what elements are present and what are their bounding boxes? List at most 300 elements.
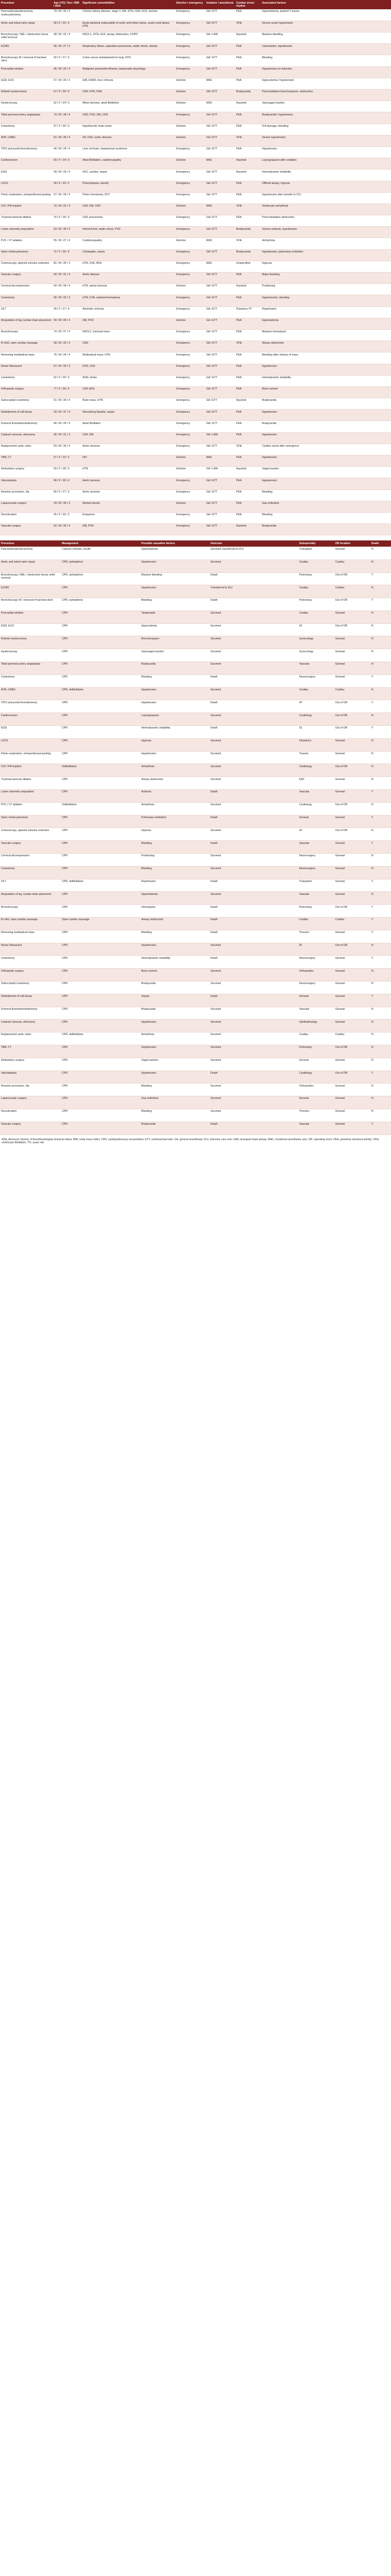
table-cell: Pericardial window [0, 611, 61, 623]
table-cell: Y [370, 1071, 391, 1083]
table-cell: Survived [209, 1032, 298, 1045]
table-cell: Renal Ultrasound [0, 943, 61, 956]
table-cell: CHF, HTN, OSA [82, 90, 175, 101]
table-row [0, 1007, 391, 1020]
table-cell: Out of OR [334, 802, 370, 815]
table-cell: PVC / VT ablation [0, 238, 53, 249]
table-row [0, 879, 391, 892]
table-cell: VFib [235, 341, 261, 352]
table-cell: General [298, 1096, 334, 1109]
table-cell: Hyperkalemia, peaked T-waves [261, 9, 391, 21]
table-cell: GA / ETT [205, 192, 235, 204]
table-cell: Cannulation, hypotension [261, 44, 391, 55]
table-cell: Removing mediastinal mass [0, 930, 61, 943]
table-cell: Emergency [175, 273, 205, 284]
table-cell: Y [370, 841, 391, 854]
table-cell: Survived [209, 802, 298, 815]
table-row [0, 170, 391, 181]
table-cell: Survived [209, 649, 298, 662]
table-cell: Emergency [175, 112, 205, 124]
table-row [0, 284, 391, 295]
table-row [0, 802, 391, 815]
table-cell: VFib [235, 204, 261, 215]
table-cell: Elective [175, 90, 205, 101]
table-cell: CPR [61, 790, 140, 803]
table-cell: Hypoxia [140, 828, 209, 841]
table-cell: Colonoscopy, sigmoid volvulus reduction [0, 261, 53, 272]
table-cell: EGD [0, 726, 61, 739]
table-cell: Bradycardia [235, 90, 261, 101]
table-cell: Positioning [140, 854, 209, 867]
table-cell: Lower extremity amputation [0, 227, 53, 238]
table-row [0, 261, 391, 272]
table-cell: CPR [61, 636, 140, 649]
table-cell: Vagal reaction [140, 1058, 209, 1071]
table-cell: NSCLC, HTN, HLD, airway obstruction, COPD [82, 32, 175, 44]
table-cell: Renal Ultrasound [0, 364, 53, 375]
table-row [0, 1096, 391, 1109]
table-cell: Defibrillation [61, 764, 140, 777]
table-cell: Pulmonary [298, 572, 334, 585]
table-cell: CPR [61, 777, 140, 790]
table-cell: CHF, DM [82, 432, 175, 444]
table-cell: Out of OR [334, 700, 370, 713]
table-cell: GA / ETT [205, 273, 235, 284]
table-cell: Respiratory failure, aspiration pneumonia, septic shock, obesity [82, 44, 175, 55]
table-cell: N [370, 1083, 391, 1096]
table-cell: Cardiology [298, 802, 334, 815]
table-cell: 40 / F / 27 / 4 [53, 307, 82, 318]
table-cell: Survived [209, 892, 298, 905]
table-cell: Hypotension [261, 364, 391, 375]
table-row [0, 1032, 391, 1045]
table-cell: CPR [61, 726, 140, 739]
table-cell: Emergency [175, 329, 205, 341]
table-cell: PEA [235, 432, 261, 444]
table-cell: EGD, EUS [0, 623, 61, 636]
table-cell: PEA [235, 489, 261, 501]
table-cell: Emergency [175, 249, 205, 261]
table-cell: Hysteroscopy [0, 101, 53, 112]
table-cell: Elective [175, 204, 205, 215]
table-cell: GA / ETT [205, 341, 235, 352]
table-cell: PEA [235, 352, 261, 364]
table-cell: Acute bacterial endocarditis of aortic and mitral valves, acute renal failure, HTN [82, 21, 175, 32]
table-cell: AVR, CABG [0, 687, 61, 700]
column-header: Possible causative factors [140, 540, 209, 547]
table-cell: Arrhythmia [261, 238, 391, 249]
table-cell: Vascular [298, 790, 334, 803]
table-cell: Orthopedic surgery [0, 969, 61, 981]
table-cell: Bleeding after release of mass [261, 352, 391, 364]
table-cell: N [370, 969, 391, 981]
table-cell: Survived [209, 636, 298, 649]
table-cell: MAC [205, 101, 235, 112]
table-row [0, 512, 391, 523]
table-cell: Pulmonary [298, 598, 334, 611]
table-header-row [0, 540, 391, 547]
table-cell: Bradycardia [140, 981, 209, 994]
table-cell: Asystole [235, 101, 261, 112]
table-cell: Difficult airway, hypoxia [261, 181, 391, 192]
table-cell: Survived [209, 751, 298, 764]
table-cell: R-LAG, open cardiac massage [0, 918, 61, 930]
table-cell: General [334, 649, 370, 662]
table-cell: N [370, 777, 391, 790]
table-cell: Bradycardia [235, 249, 261, 261]
table-cell: 69 / M / 28 / 4 [53, 318, 82, 329]
table-cell: GA / ETT [205, 181, 235, 192]
table-cell: Craniotomy [0, 956, 61, 969]
table-cell: PEA [235, 44, 261, 55]
table-cell: Y [370, 879, 391, 892]
table-cell: 79 / M / 26 / 3 [53, 9, 82, 21]
table-cell: Hypotension [140, 1071, 209, 1083]
table-cell: Death [209, 841, 298, 854]
table-cell: ECMO [0, 585, 61, 598]
table-cell: CPR [61, 1096, 140, 1109]
table-cell: Severe acidosis, hypotension [261, 227, 391, 238]
table-cell: CPR, epinephrine [61, 572, 140, 585]
table-cell: CHF, AFib [82, 386, 175, 398]
table-cell: Pulmonary [298, 1045, 334, 1058]
table-cell: Emergency [175, 364, 205, 375]
table-cell: Bradycardia [140, 662, 209, 675]
table-cell: Ambulatory surgery [0, 467, 53, 478]
table-cell: N [370, 1020, 391, 1032]
table-cell: Emergency [175, 410, 205, 421]
table-cell: Pulseless VT [235, 307, 261, 318]
table-row [0, 1058, 391, 1071]
table-cell: Severe acute hypotension [261, 21, 391, 32]
table-cell: Vagal reaction [261, 467, 391, 478]
table-cell: Elective [175, 101, 205, 112]
table-cell: PEA [235, 66, 261, 78]
table-cell: GA / ETT [205, 215, 235, 227]
table-row [0, 55, 391, 66]
table-cell: CPR [61, 1020, 140, 1032]
table-cell: 69 / F / 24 / 3 [53, 158, 82, 170]
table-cell: Bronchospasm [140, 636, 209, 649]
table-cell: Vascular surgery [0, 1122, 61, 1134]
table-cell: Bradycardia [140, 1122, 209, 1134]
table-cell: GA / ETT [205, 352, 235, 364]
table-row [0, 636, 391, 649]
table-cell: CPR [61, 623, 140, 636]
table-cell: VFib [235, 238, 261, 249]
table-cell: Hypotension [261, 146, 391, 158]
table-row [0, 892, 391, 905]
table-row [0, 662, 391, 675]
table-cell: GA / ETT [205, 386, 235, 398]
table-cell: Pericardial window [0, 66, 53, 78]
table-cell: PEA [235, 512, 261, 523]
table-cell: Hyperkalemia [140, 547, 209, 560]
table-cell: Emergency [175, 227, 205, 238]
column-header: Elective / emergency [175, 0, 205, 9]
table-cell: Defibrillation [61, 802, 140, 815]
table-cell: Vascular surgery [0, 841, 61, 854]
table-cell: 47 / F / 30 / 3 [53, 124, 82, 135]
table-cell: 29 / M / 35 / 3 [53, 501, 82, 512]
table-cell: General [334, 1122, 370, 1134]
table-cell: Hyperkalemia [140, 892, 209, 905]
column-header: Subspecialty [298, 540, 334, 547]
table-cell: Emergency [175, 44, 205, 55]
table-cell: Emergency [175, 295, 205, 307]
table-cell: TBB, CT [0, 1045, 61, 1058]
table-cell: 68 / M / 22 / 4 [53, 32, 82, 44]
table-cell: Bleeding [261, 512, 391, 523]
table-cell: 70 / M / 22 / 3 [53, 204, 82, 215]
table-cell: IR [298, 700, 334, 713]
table-cell: 57 / M / 26 / 3 [53, 78, 82, 89]
table-cell: GA / LMA [205, 432, 235, 444]
table-cell: Decortication [0, 512, 53, 523]
table-cell: Hypotension on induction [261, 66, 391, 78]
table-cell: Tibial peroneal artery angioplasty [0, 112, 53, 124]
table-cell: ICD / PM implant [0, 764, 61, 777]
table-cell: CPR [61, 969, 140, 981]
column-header: Age (YO) / Sex / BMI / ASA [53, 0, 82, 9]
table-cell: Vascular surgery [0, 524, 53, 535]
table-cell: Emergency [175, 341, 205, 352]
table-cell: GI [298, 726, 334, 739]
table-cell: Preeclampsia, obesity [82, 181, 175, 192]
table-cell: PEA [235, 455, 261, 467]
table-cell: Bradycardia / hypotension [261, 112, 391, 124]
table-row [0, 790, 391, 803]
table-cell: Emergency [175, 192, 205, 204]
table-cell: Aortic disease [82, 273, 175, 284]
table-cell: Cervical decompression [0, 284, 53, 295]
table-cell: 46 / M / 23 / 4 [53, 66, 82, 78]
table-cell: ICA damage, bleeding [261, 124, 391, 135]
table-cell: 74 / M / 27 / 4 [53, 329, 82, 341]
table-cell: CPR [61, 649, 140, 662]
table-row [0, 329, 391, 341]
table-cell: Survived [209, 764, 298, 777]
table-cell: Hypoxia [261, 261, 391, 272]
table-cell: Atrial fibrillation, cardiomyopathy [82, 158, 175, 170]
table-cell: GA / ETT [205, 227, 235, 238]
table-row [0, 700, 391, 713]
table-cell: Bronchoscopy / BAL / obstruction tissue relief removal [0, 32, 53, 44]
table-cell: Neurosurgery [298, 981, 334, 994]
table-cell: Tamponade [140, 611, 209, 623]
table-cell: Y [370, 956, 391, 969]
table-row [0, 101, 391, 112]
table-row [0, 215, 391, 227]
table-cell: Hypotension [140, 1045, 209, 1058]
table-cell: GA / ETT [205, 135, 235, 146]
table-cell: Gynecology [298, 649, 334, 662]
table-cell: GA / ETT [205, 66, 235, 78]
table-cell: GA / ETT [205, 489, 235, 501]
table-cell: Y [370, 572, 391, 585]
table-cell: Orthopedics [298, 969, 334, 981]
table-cell: CPR [61, 674, 140, 687]
table-row [0, 375, 391, 386]
table-cell: CPR [61, 930, 140, 943]
table-row [0, 318, 391, 329]
table-cell: N [370, 738, 391, 751]
table-cell: GA / ETT [205, 307, 235, 318]
table-cell: Necrotizing fasciitis, sepsis [82, 410, 175, 421]
table-cell: CPR [61, 1058, 140, 1071]
table-cell: GA / ETT [205, 9, 235, 21]
table-cell: Emergency [175, 9, 205, 21]
table-cell: Ambulatory surgery [0, 1058, 61, 1071]
table-cell: 72 / F / 26 / 4 [53, 249, 82, 261]
table-cell: Survived [209, 560, 298, 572]
table-cell: GA / ETT [205, 44, 235, 55]
table-cell: Survived [209, 981, 298, 994]
table-cell: CPR [61, 994, 140, 1007]
table-cell: Survived [209, 687, 298, 700]
table-cell: Survived [209, 1109, 298, 1122]
table-cell: Survived [209, 1020, 298, 1032]
table-cell: Y [370, 1122, 391, 1134]
table-cell: LSCS [0, 738, 61, 751]
table-cell: CPR [61, 611, 140, 623]
table-cell: Amputation of leg, lumbar drain placement [0, 318, 53, 329]
table-row [0, 611, 391, 623]
table-row [0, 828, 391, 841]
table-cell: TBB, CT [0, 455, 53, 467]
table-row [0, 158, 391, 170]
table-row [0, 547, 391, 560]
table-cell: Death [209, 790, 298, 803]
table-cell: 66 / M / 27 / 4 [53, 44, 82, 55]
table-row [0, 238, 391, 249]
table-cell: Mitral stenosis, atrial fibrillation [82, 101, 175, 112]
table-cell: 64 / M / 34 / 4 [53, 284, 82, 295]
table-cell: Major bleeding [261, 273, 391, 284]
table-cell: MAC [205, 261, 235, 272]
table-cell: Survived [209, 866, 298, 879]
table-cell: Hypotension, pulmonary embolism [261, 249, 391, 261]
table-cell: Thoracic [298, 1109, 334, 1122]
table-cell: Tracheal stenosis dilation [0, 777, 61, 790]
table-cell: GA / ETT [205, 501, 235, 512]
table-cell: Orthopedic surgery [0, 386, 53, 398]
table-cell: 67 / F / 30 / 4 [53, 90, 82, 101]
table-cell: CPR [61, 854, 140, 867]
table-cell: Emergency [175, 386, 205, 398]
table-cell: Hypothyroid, brain tumor [82, 124, 175, 135]
table-cell: 59 / M / 25 / 4 [53, 170, 82, 181]
table-cell: CPR [61, 1122, 140, 1134]
table-cell: Survived [209, 623, 298, 636]
table-cell: Airway obstruction [140, 777, 209, 790]
table-cell: Hemoptysis [140, 905, 209, 918]
table-row [0, 524, 391, 535]
table-cell: N [370, 636, 391, 649]
table-cell: Emergency [175, 170, 205, 181]
table-cell: PEA [235, 124, 261, 135]
table-cell: N [370, 866, 391, 879]
table-cell: Asystole [235, 524, 261, 535]
table-cell: Robotic hysterectomy [0, 90, 53, 101]
table-cell: PEA [235, 329, 261, 341]
table-cell: Out of OR [334, 1071, 370, 1083]
table-cell: Neurosurgery [298, 674, 334, 687]
table-cell: HF, CKD, aortic stenosis [82, 135, 175, 146]
table-cell: Revision procedure, hip [0, 489, 53, 501]
table-cell: DM, PVD [82, 318, 175, 329]
table-cell: GA / ETT [205, 318, 235, 329]
table-cell: General [334, 956, 370, 969]
table-cell: Bleeding [140, 841, 209, 854]
table-cell: Death [209, 700, 298, 713]
table-cell: Survived [209, 738, 298, 751]
table-cell: Transplant [298, 547, 334, 560]
table-cell: Liver cirrhosis, hepatorenal syndrome [82, 146, 175, 158]
table-cell: Aortic stenosis [82, 478, 175, 489]
table-cell: Open cholecystectomy [0, 249, 53, 261]
table-cell: HTN, CHF, AFib [82, 261, 175, 272]
table-row [0, 866, 391, 879]
table-cell: Death [209, 815, 298, 828]
table-row [0, 21, 391, 32]
table-cell: Asystole [235, 284, 261, 295]
table-cell: Cardiac [298, 611, 334, 623]
table-cell: Transplant [298, 879, 334, 892]
table-cell: General [334, 1083, 370, 1096]
table-cell: Transferred to ICU [209, 585, 298, 598]
table-row [0, 78, 391, 89]
table-cell: Cardiology [298, 764, 334, 777]
table-cell: Malignant pericardial effusion, tamponade physiology [82, 66, 175, 78]
table-cell: Hypovolemia [140, 623, 209, 636]
table-cell: Hypotension [140, 585, 209, 598]
table-cell: Elective [175, 158, 205, 170]
table-cell: Emergency [175, 421, 205, 432]
table-cell: Bleeding [261, 489, 391, 501]
table-cell: HTN, CKD [82, 364, 175, 375]
table-cell: 45 / F / 33 / 3 [53, 512, 82, 523]
table-cell: Cardiac [334, 585, 370, 598]
table-row [0, 585, 391, 598]
table-row [0, 777, 391, 790]
table-cell: General [334, 1007, 370, 1020]
table-cell: Elective [175, 238, 205, 249]
table-cell: General [334, 892, 370, 905]
table-cell: Bradycardia [261, 398, 391, 410]
table-cell: GA / ETT [205, 295, 235, 307]
table-cell: Emergency [175, 352, 205, 364]
table-cell: Survived [209, 1058, 298, 1071]
table-row [0, 410, 391, 421]
table-cell: Death [209, 726, 298, 739]
table-cell: GA / ETT [205, 398, 235, 410]
table-cell: N [370, 1109, 391, 1122]
table-cell: Elective [175, 501, 205, 512]
table-cell: MAC [205, 78, 235, 89]
table-cell: 60 / M / 31 / 4 [53, 273, 82, 284]
table-cell: Suboccipital craniotomy [0, 981, 61, 994]
table-cell: Replacement aortic valve [0, 444, 53, 455]
table-cell: GA / ETT [205, 249, 235, 261]
table-cell: N [370, 802, 391, 815]
table-cell: N [370, 1096, 391, 1109]
table-cell: General [334, 790, 370, 803]
table-cell: Death [209, 918, 298, 930]
table-cell: Out of OR [334, 598, 370, 611]
table-row [0, 146, 391, 158]
table-cell: Bronchoscopy W / removal of tracheal stent [0, 598, 61, 611]
